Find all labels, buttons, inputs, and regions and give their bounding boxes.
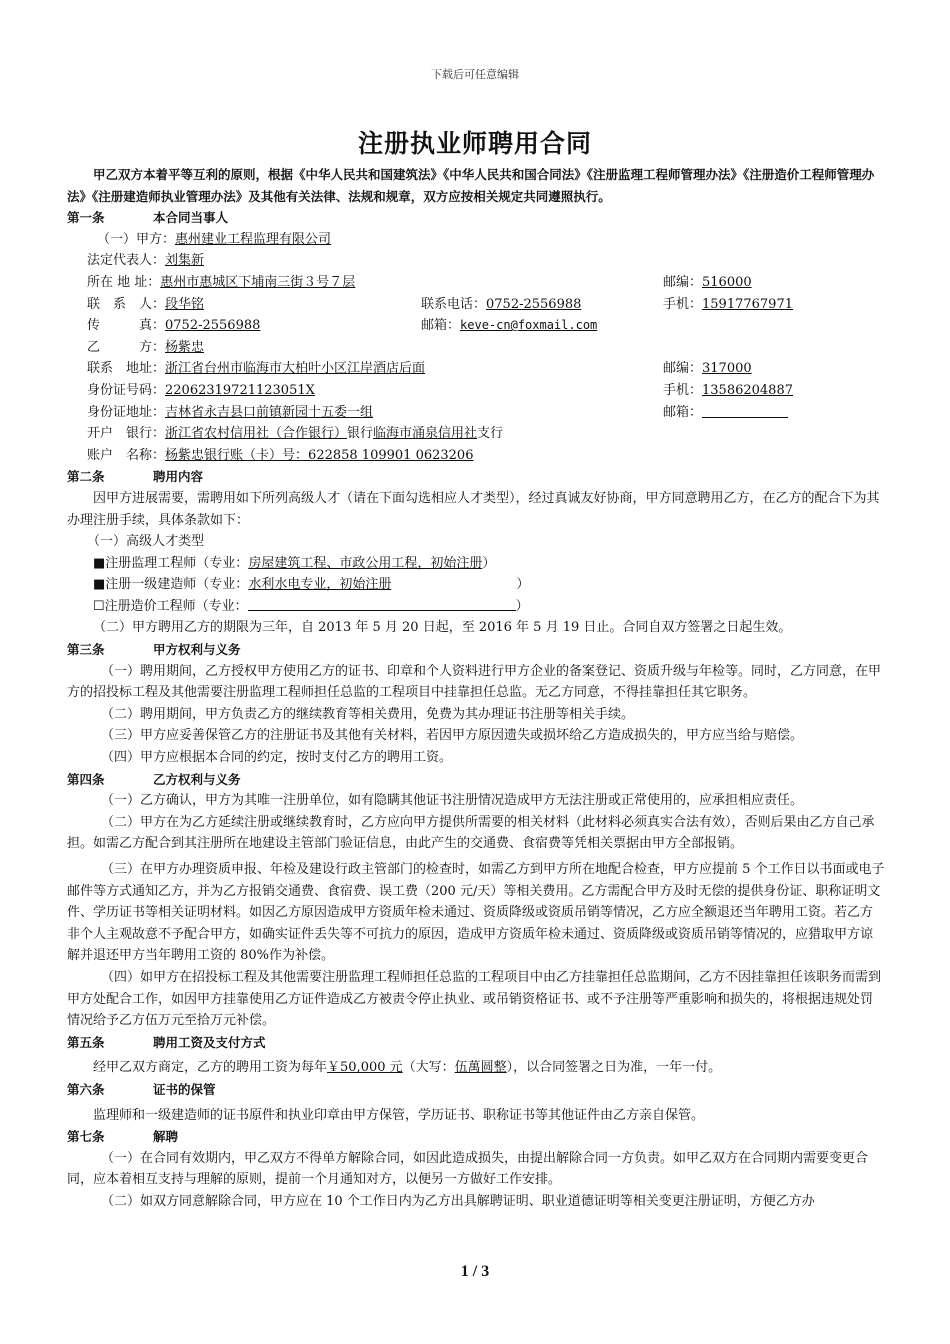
talent-type-heading: （一）高级人才类型 (87, 534, 205, 550)
page-number: 1 / 3 (460, 1263, 490, 1280)
talent-option-constructor: ■ 注册一级建造师（专业： 水利水电专业，初始注册 ） (67, 574, 885, 596)
section-7-item: （一）在合同有效期内，甲乙双方不得单方解除合同，如因此造成损失，由提出解除合同一方负责。如甲乙双方在合同期内需要变更合同，应本着相互支持与理解的原则，提前一个月通知对方，以便另一方做好工作安排。 (67, 1150, 869, 1188)
contact-mobile: 15917767971 (702, 296, 793, 312)
email: keve-cn@foxmail.com (460, 318, 598, 333)
page-title: 注册执业师聘用合同 (357, 129, 592, 158)
party-b-id-address: 吉林省永吉县口前镇新园十五委一组 (165, 404, 374, 420)
section-3-heading: 第三条 甲方权利与义务 (67, 642, 241, 658)
section-3-item: （二）聘用期间，甲方负责乙方的继续教育等相关费用，免费为其办理证书注册等相关手续。 (101, 706, 635, 722)
bank-name: 浙江省农村信用社（合作银行） (165, 426, 348, 442)
section-6-heading: 第六条 证书的保管 (67, 1081, 216, 1097)
unchecked-box-icon: ☐ (93, 598, 105, 614)
certificate-custody: 监理师和一级建造师的证书原件和执业印章由甲方保管，学历证书、职称证书等其他证件由乙方亲自保管。 (93, 1107, 705, 1123)
party-b-row: 乙 方： 杨紫忠 (67, 337, 885, 359)
section-5-heading: 第五条 聘用工资及支付方式 (67, 1034, 266, 1050)
checked-box-icon: ■ (93, 555, 106, 571)
talent-option-supervisor: ■ 注册监理工程师（专业： 房屋建筑工程、市政公用工程，初始注册 ） (67, 553, 885, 575)
party-b-address-row: 联系 地址：浙江省台州市临海市大柏叶小区江岸酒店后面 邮编：317000 (87, 361, 752, 377)
party-b-address: 浙江省台州市临海市大柏叶小区江岸酒店后面 (165, 361, 426, 377)
party-b-name: 杨紫忠 (165, 339, 205, 355)
party-a-address: 惠州市惠城区下埔南三街３号７层 (160, 274, 356, 290)
fax-row: 传 真：0752-2556988 邮箱：keve-cn@foxmail.com (87, 318, 598, 334)
bank-branch: 临海市涌泉信用社 (373, 426, 478, 442)
section-7-heading: 第七条 解聘 (67, 1129, 179, 1145)
address-row: 所在 地 址：惠州市惠城区下埔南三街３号７层 邮编：516000 (87, 274, 752, 290)
party-b-email-blank (702, 403, 788, 418)
bank-row: 开户 银行： 浙江省农村信用社（合作银行） 银行 临海市涌泉信用社 支行 (67, 423, 885, 445)
party-b-id-row: 身份证号码：22062319721123051X 手机：13586204887 (87, 382, 793, 398)
talent-option-cost: ☐ 注册造价工程师（专业： ） (67, 596, 885, 618)
preamble: 甲乙双方本着平等互利的原则，根据《中华人民共和国建筑法》《中华人民共和国合同法》《注册监理工程师管理办法》《注册造价工程师管理办法》《注册建造师执业管理办法》及其他有关法律、法规和规章，双方应按相关规定共同遵照执行。 (67, 167, 875, 204)
section-1-heading: 第一条 本合同当事人 (67, 210, 229, 226)
salary-amount: ￥50,000 元 (327, 1060, 403, 1076)
section-3-item: （三）甲方应妥善保管乙方的注册证书及其他有关材料，若因甲方原因遗失或损坏给乙方造成损失的，甲方应当给与赔偿。 (101, 728, 804, 744)
account-row: 账户 名称： 杨紫忠 银行账（卡）号： 622858 109901 0623206 (67, 445, 885, 467)
cost-specialty-blank (248, 596, 516, 611)
party-a-name: 惠州建业工程监理有限公司 (175, 231, 332, 247)
fax: 0752-2556988 (165, 318, 261, 334)
constructor-specialty: 水利水电专业，初始注册 (248, 577, 392, 593)
account-name: 杨紫忠 (165, 447, 205, 463)
legal-rep-row: 法定代表人： 刘集新 (67, 250, 885, 272)
party-a-zip: 516000 (702, 274, 752, 290)
contact-person: 段华铭 (165, 296, 205, 312)
section-3-item: （一）聘用期间，乙方授权甲方使用乙方的证书、印章和个人资料进行甲方企业的备案登记、资质升级与年检等。同时，乙方同意，在甲方的招投标工程及其他需要注册监理工程师担任总监的工程项目中挂靠担任总监。无乙方同意，不得挂靠担任其它职务。 (67, 663, 882, 701)
section-4-item: （三）在甲方办理资质申报、年检及建设行政主管部门的检查时，如需乙方到甲方所在地配合检查，甲方应提前 5 个工作日以书面或电子邮件等方式通知乙方，并为乙方报销交通费、食宿费、误工费（200 元/天）等相关费用。乙方需配合甲方及时无偿的提供身份证、职称证明文件、学历证书等相关证明材料。如因乙方原因造成甲方资质年检未通过、资质降级或资质吊销等情况，乙方应全额退还当年聘用工资。若乙方非个人主观故意不予配合甲方，如确实证件丢失等不可抗力的原因，造成甲方资质年检未通过、资质降级或资质吊销等情况的，应猎取甲方谅解并退还甲方当年聘用工资的 80%作为补偿。 (67, 862, 885, 964)
account-number: 622858 109901 0623206 (308, 447, 474, 463)
section-2-heading: 第二条 聘用内容 (67, 469, 204, 485)
section-4-heading: 第四条 乙方权利与义务 (67, 771, 241, 787)
checked-box-icon: ■ (93, 577, 106, 593)
party-b-mobile: 13586204887 (702, 382, 793, 398)
employment-term: （二）甲方聘用乙方的期限为三年，自 2013 年 5 月 20 日起，至 2016 年 5 月 19 日止。合同自双方签署之日起生效。 (93, 620, 792, 636)
contract-body (67, 164, 885, 1213)
supervisor-specialty: 房屋建筑工程、市政公用工程，初始注册 (248, 555, 483, 571)
section-2-intro: 因甲方进展需要，需聘用如下所列高级人才（请在下面勾选相应人才类型），经过真诚友好协商，甲方同意聘用乙方，在乙方的配合下为其办理注册手续，具体条款如下： (67, 490, 880, 528)
section-4-item: （二）甲方在为乙方延续注册或继续教育时，乙方应向甲方提供所需要的相关材料（此材料必须真实合法有效），否则后果由乙方自己承担。如需乙方配合到其注册所在地建设主管部门验证信息，由此产生的交通费、食宿费等凭相关票据由甲方全部报销。 (67, 814, 875, 852)
header-note: 下载后可任意编辑 (431, 68, 519, 81)
legal-rep: 刘集新 (165, 253, 205, 269)
salary-amount-chinese: 伍萬圆整 (454, 1060, 507, 1076)
contact-phone: 0752-2556988 (486, 296, 582, 312)
party-b-idaddr-row: 身份证地址：吉林省永吉县口前镇新园十五委一组 邮箱： (67, 402, 885, 424)
section-4-item: （一）乙方确认，甲方为其唯一注册单位，如有隐瞒其他证书注册情况造成甲方无法注册或正常使用的，应承担相应责任。 (101, 793, 804, 809)
party-a-row: （一）甲方： 惠州建业工程监理有限公司 (67, 229, 885, 251)
section-3-item: （四）甲方应根据本合同的约定，按时支付乙方的聘用工资。 (101, 750, 453, 766)
salary-clause: 经甲乙双方商定，乙方的聘用工资为每年￥50,000 元（大写：伍萬圆整），以合同签署之日为准，一年一付。 (93, 1060, 722, 1076)
party-b-zip: 317000 (702, 361, 752, 377)
section-4-item: （四）如甲方在招投标工程及其他需要注册监理工程师担任总监的工程项目中由乙方挂靠担任总监期间，乙方不因挂靠担任该职务而需到甲方处配合工作，如因甲方挂靠使用乙方证件造成乙方被责令停止执业、或吊销资格证书、或不予注册等严重影响和损失的，将根据违规处罚情况给予乙方伍万元至拾万元补偿。 (67, 969, 882, 1029)
section-7-item: （二）如双方同意解除合同，甲方应在 10 个工作日内为乙方出具解聘证明、职业道德证明等相关变更注册证明，方便乙方办 (101, 1193, 815, 1209)
contact-row: 联 系 人：段华铭 联系电话：0752-2556988 手机：15917767971 (87, 296, 793, 312)
party-b-id: 22062319721123051X (165, 382, 315, 398)
